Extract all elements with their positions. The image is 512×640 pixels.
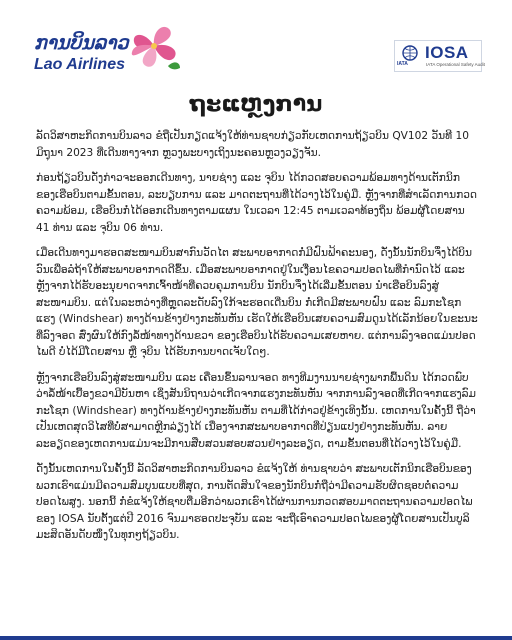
iata-iosa-badge: [394, 40, 485, 72]
paragraph-intro: ລັດວິສາຫະກິດການບິນລາວ ຂໍຖືເປັນກຽດແຈ້ງໃຫ້ທ່ານຊາບກ່ຽວກັບເຫດການຖ້ຽວບິນ QV102 ວັນທີ 10 ມິຖຸນາ 2023 ທີ່ເດີນທາງຈາກ ຫຼວງພະບາງເຖິງນະຄອນຫຼວງວຽງຈັນ.: [36, 130, 469, 159]
iosa-subtitle: IATA Operational Safety Audit: [426, 62, 485, 67]
statement-body: [36, 128, 478, 553]
paragraph-landing: ເມື່ອເດີນທາງມາຮອດສະໜາມບິນສາກົນວັດໄຕ ສະພາບອາກາດກໍ່ມີຝົນຟ້າຄະນອງ, ດັ່ງນັ້ນນັກບິນຈຶ່ງໄດ້ບິນວົນເພື່ອລໍຖ້າໃຫ້ສະພາບອາກາດດີຂຶ້ນ. ເມື່ອສະພາບອາກາດຢູ່ໃນເງື່ອນໄຂຄວາມປອດໄພທີ່ກຳນົດໄວ້ ແລະ ຫຼັງຈາກໄດ້ຮັບອະນຸຍາດຈາກເຈົ້າໜ້າທີ່ຄວບຄຸມການບິນ ນັກບິນຈຶ່ງໄດ້ເລີ່ມຂັ້ນຕອນ ນຳເຮືອບິນລົງສູ່ສະໜາມບິນ. ແຕ່ໃນລະຫວ່າງທີ່ຫຼຸດລະດັບລົງໃກ້ຈະຮອດເດີ່ນບິນ ກໍ່ເກີດມີສະພາບຝົນ ແລະ ລົມກະໂຊກແຮງ (Windshear) ທາງດ້ານຂ້າງຢ່າງກະທັນຫັນ ເຮັດໃຫ້ເຮືອບິນເສຍຄວາມສົມດູນໄດ້ເລັກນ້ອຍໃນຂະນະທີ່ລົງຈອດ ສົ່ງຜົນໃຫ້ກົງລໍ້ໜ້າທາງດ້ານຂວາ ຂອງເຮືອບິນໄດ້ຮັບຄວາມເສຍຫາຍ. ແຕ່ການລົງຈອດແມ່ນປອດໄພດີ ບໍ່ໄດ້ມີໂດຍສານ ຫຼື ຈຸບິນ ໄດ້ຮັບການບາດເຈັບໃດໆ.: [36, 247, 478, 358]
frangipani-flower-icon: [126, 20, 182, 72]
header: [0, 0, 512, 90]
logo-airline-name: Lao Airlines: [34, 56, 125, 73]
paragraph-preflight: ກ່ອນຖ້ຽວບິນດັ່ງກ່າວຈະອອກເດີນທາງ, ນາຍຊ່າງ ແລະ ຈຸບິນ ໄດ້ກວດສອບຄວາມພ້ອມທາງດ້ານເຕັກນິກຂອງເຮືອບິນຕາມຂັ້ນຕອນ, ລະບຽບການ ແລະ ມາດຕະຖານທີ່ໄດ້ວາງໄວ້ໃນຄູ່ມື. ຫຼັງຈາກທີ່ສຳເລັດການກວດຄວາມພ້ອມ, ເຮືອບິນກໍ່ໄດ້ອອກເດີນທາງຕາມແຜນ ໃນເວລາ 12:45 ຕາມເວລາທ້ອງຖິ່ນ ພ້ອມຜູ້ໂດຍສານ 41 ທ່ານ ແລະ ຈຸບິນ 06 ທ່ານ.: [36, 172, 477, 234]
document-title: ຖະແຫຼງການ: [189, 92, 323, 117]
footer-bar: [0, 636, 512, 640]
iosa-label: IOSA: [425, 43, 469, 62]
logo-lao-script: ການບິນລາວ: [34, 32, 129, 54]
paragraph-conclusion: ດັ່ງນັ້ນເຫດການໃນຄັ້ງນີ້ ລັດວິສາຫະກິດການບິນລາວ ຂໍແຈ້ງໃຫ້ ທ່ານຊາບວ່າ ສະພາບເຕັກນິກເຮືອບິນຂອງພວກເຮົາແມ່ນມີຄວາມສົມບູນແບບທີ່ສຸດ, ການຕັດສິນໃຈຂອງນັກບິນກໍ່ຖືວ່າມີຄວາມຮັບຜິດຊອບຕໍ່ຄວາມປອດໄພສູງ. ນອກນີ້ ກໍ່ຂໍແຈ້ງໃຫ້ຊາບຕື່ມອີກວ່າພວກເຮົາໄດ້ຜ່ານການກວດສອບມາດຕະຖານຄວາມປອດໄພຂອງ IOSA ນັບຕັ້ງແຕ່ປີ 2016 ຈົນມາຮອດປະຈຸບັນ ແລະ ຈະຖືເອົາຄວາມປອດໄພຂອງຜູ້ໂດຍສານເປັນບູລິມະສິດອັນດັບໜຶ່ງໃນທຸກໆຖ້ຽວບິນ.: [36, 463, 473, 541]
lao-airlines-logo: [26, 32, 196, 82]
paragraph-inspection: ຫຼັງຈາກເຮືອບິນລົງສູ່ສະໜາມບິນ ແລະ ເຄື່ອນຂຶ້ນລານຈອດ ທາງທີມງານນາຍຊ່າງພາກພື້ນດິນ ໄດ້ກວດພົບວ່າລໍ້ໜ້າເບື້ອງຂວາມີບັນຫາ ເຊິ່ງສັນນິຖານວ່າເກີດຈາກແຮງກະທັນຫັນ ຈາກການລົງຈອດທີ່ເກີດຈາກແຮງລົມກະໂຊກ (Windshear) ທາງດ້ານຂ້າງຢ່າງກະທັນຫັນ ຕາມທີ່ໄດ້ກ່າວຢູ່ຂ້າງເທິງນັ້ນ. ເຫດການໃນຄັ້ງນີ້ ຖືວ່າເປັນເຫດສຸດວິໄສທີ່ບໍ່ສາມາດຫຼີກລ່ຽງໄດ້ ເນື່ອງຈາກສະພາບອາກາດທີ່ປ່ຽນແປງຢ່າງກະທັນຫັນ. ລາຍລະອຽດຂອງເຫດການແມ່ນຈະມີການສືບສວນສອບສວນຢ່າງລະອຽດ, ຕາມຂັ້ນຕອນທີ່ໄດ້ວາງໄວ້ໃນຄູ່ມື.: [36, 371, 476, 450]
iata-label: IATA: [397, 61, 408, 67]
